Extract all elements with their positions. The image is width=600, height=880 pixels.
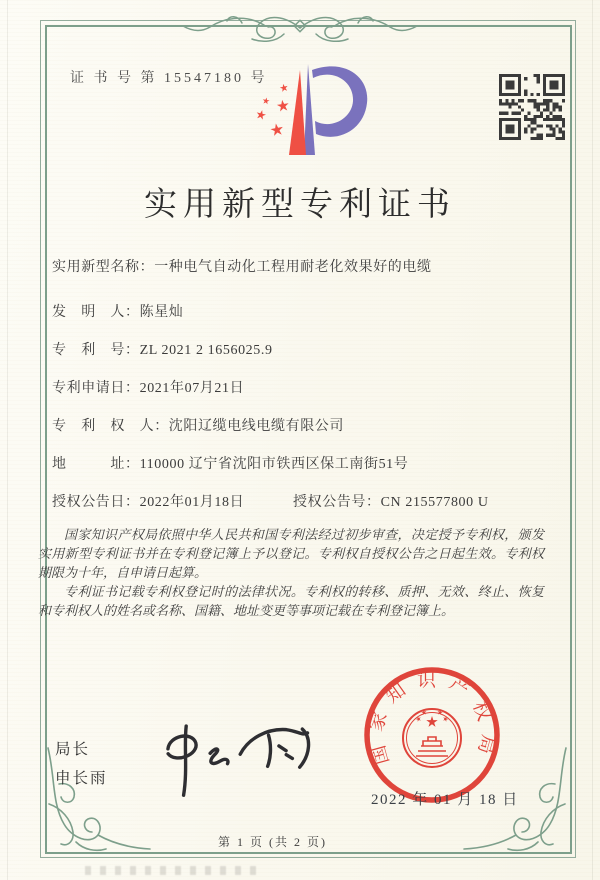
field-address: 地 址：110000 辽宁省沈阳市铁西区保工南街51号 <box>52 457 409 472</box>
commissioner-title: 局长 <box>55 741 91 758</box>
top-border-ornament <box>180 10 420 46</box>
issue-date: 2022 年 01 月 18 日 <box>371 792 519 808</box>
field-filing-date: 专利申请日：2021年07月21日 <box>52 381 245 396</box>
logo-red-wedge <box>289 70 306 155</box>
show-through-marks <box>85 866 265 875</box>
commissioner-block <box>55 735 108 793</box>
commissioner-name: 申长雨 <box>55 770 108 787</box>
certificate-title: 实用新型专利证书 <box>144 187 456 223</box>
grant-date: 授权公告日：2022年01月18日 <box>52 495 245 510</box>
legal-text <box>38 525 544 620</box>
field-grant-row <box>52 491 489 511</box>
field-name: 实用新型名称：一种电气自动化工程用耐老化效果好的电缆 <box>52 260 432 275</box>
legal-paragraph-1: 国家知识产权局依照中华人民共和国专利法经过初步审查，决定授予专利权，颁发实用新型专利证书并在专利登记簿上予以登记。专利权自授权公告之日起生效。专利权期限为十年，自申请日起算。 <box>38 527 544 580</box>
certificate-number: 证 书 号 第 15547180 号 <box>70 71 268 86</box>
page-footer: 第 1 页 (共 2 页) <box>218 835 327 849</box>
scan-edge-right <box>592 0 593 880</box>
grant-number: 授权公告号：CN 215577800 U <box>293 495 489 510</box>
logo-stars <box>255 83 289 136</box>
qr-code <box>499 74 565 140</box>
cnipa-logo <box>228 58 376 164</box>
logo-p-shape <box>304 64 367 155</box>
seal-text: 国家知识产权局 <box>365 669 499 767</box>
field-patent-no: 专 利 号：ZL 2021 2 1656025.9 <box>52 343 273 358</box>
field-inventor: 发 明 人：陈星灿 <box>52 305 184 320</box>
commissioner-signature <box>148 693 347 805</box>
legal-paragraph-2: 专利证书记载专利权登记时的法律状况。专利权的转移、质押、无效、终止、恢复和专利权人的姓名或名称、国籍、地址变更等事项记载在专利登记簿上。 <box>38 584 544 618</box>
seal-emblem <box>403 709 461 767</box>
scan-edge-left <box>7 0 8 880</box>
field-patentee: 专 利 权 人：沈阳辽缆电线电缆有限公司 <box>52 419 344 434</box>
